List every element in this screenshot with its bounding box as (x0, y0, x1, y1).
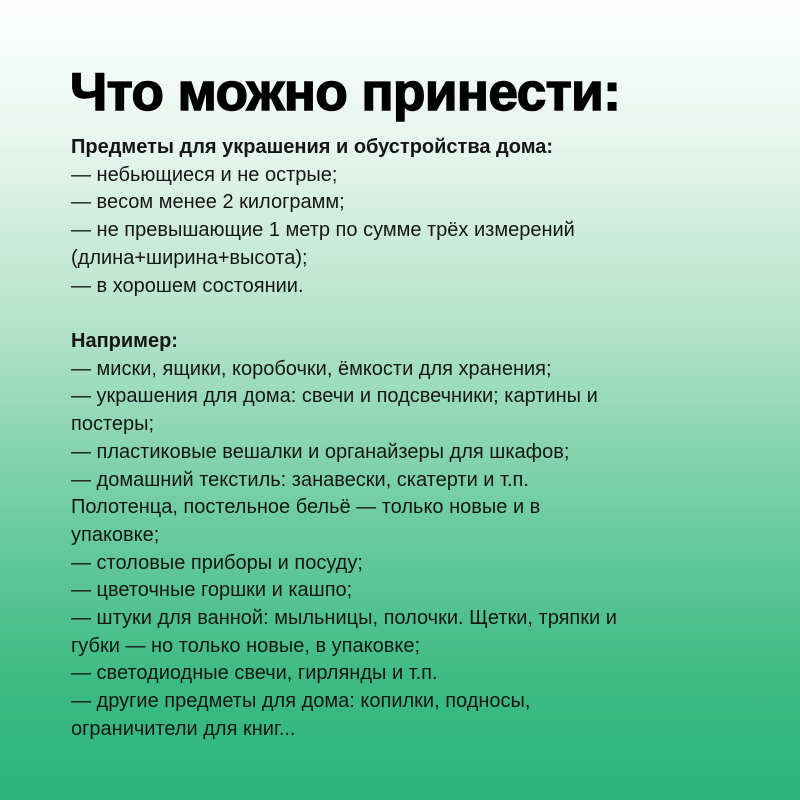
example-line: — штуки для ванной: мыльницы, полочки. Щетки, тряпки и (71, 607, 617, 630)
requirement-line: — в хорошем состоянии. (71, 274, 304, 297)
requirements-heading: Предметы для украшения и обустройства дома: (71, 136, 554, 158)
example-line: — миски, ящики, коробочки, ёмкости для хранения; (71, 357, 552, 380)
requirement-line: — небьющиеся и не острые; (71, 163, 338, 186)
example-line: — светодиодные свечи, гирлянды и т.п. (71, 662, 438, 685)
requirement-line: (длина+ширина+высота); (71, 246, 308, 269)
example-line: — цветочные горшки и кашпо; (71, 579, 353, 602)
page-title: Что можно принести: (70, 63, 621, 122)
example-line: упаковке; (71, 523, 160, 546)
example-line: — домашний текстиль: занавески, скатерти и т.п. (71, 468, 529, 491)
example-line: — столовые приборы и посуду; (71, 551, 363, 574)
example-line: — украшения для дома: свечи и подсвечники; картины и (71, 385, 598, 408)
example-line: — другие предметы для дома: копилки, подносы, (71, 690, 531, 713)
example-line: губки — но только новые, в упаковке; (71, 634, 421, 657)
example-line: — пластиковые вешалки и органайзеры для шкафов; (71, 440, 570, 463)
example-line: постеры; (71, 413, 155, 436)
requirements-section (71, 134, 575, 300)
examples-heading: Например: (71, 330, 178, 352)
examples-section (71, 328, 617, 744)
example-line: ограничители для книг... (71, 717, 296, 740)
requirement-line: — не превышающие 1 метр по сумме трёх измерений (71, 219, 575, 242)
example-line: Полотенца, постельное бельё — только новые и в (71, 496, 541, 519)
requirement-line: — весом менее 2 килограмм; (71, 191, 345, 214)
